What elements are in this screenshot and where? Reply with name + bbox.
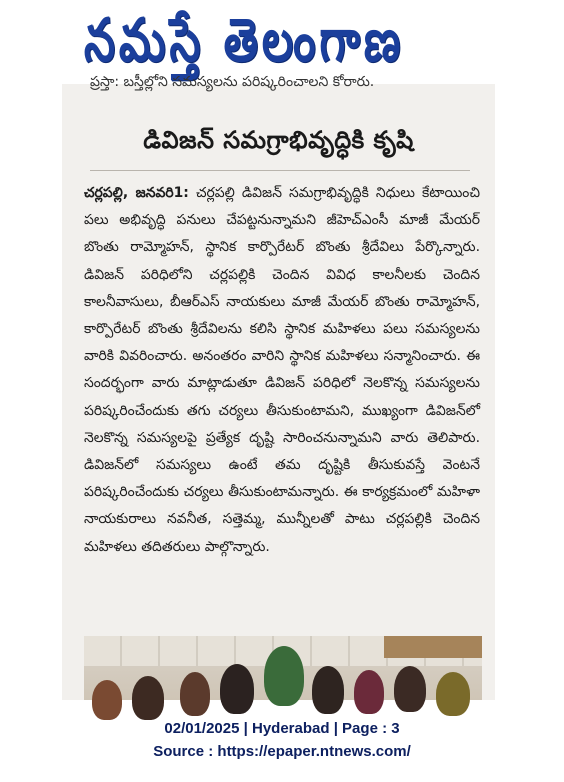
article-text: చర్లపల్లి డివిజన్ సమగ్రాభివృద్ధికి నిధులు కేటాయించి పలు అభివృద్ధి పనులు చేపట్టనున్నామని జీహెచ్‌ఎంసీ మాజీ మేయర్ బొంతు రామ్మోహన్, స్థానిక కార్పొరేటర్ బొంతు శ్రీదేవిలు పేర్కొన్నారు. డివిజన్ పరిధిలోని చర్లపల్లికి చెందిన వివిధ కాలనీలకు చెందిన కాలనీవాసులు, బీఆర్‌ఎస్ నాయకులు మాజీ మేయర్ బొంతు రామ్మోహన్, కార్పొరేటర్ బొంతు శ్రీదేవిలను కలిసి స్థానిక మహిళలు పలు సమస్యలను వారికి వివరించారు. అనంతరం వారిని స్థానిక మహిళలు సన్మానించారు. ఈ సందర్భంగా వారు మాట్లాడుతూ డివిజన్ పరిధిలో నెలకొన్న సమస్యలను పరిష్కరించేందుకు తగు చర్యలు తీసుకుంటామని, ముఖ్యంగా డివిజన్‌లో నెలకొన్న సమస్యలపై ప్రత్యేక దృష్టి సారించనున్నామని వారు తెలిపారు. డివిజన్‌లో సమస్యలు ఉంటే తమ దృష్టికి తీసుకువస్తే వెంటనే పరిష్కరించేందుకు చర్యలు తీసుకుంటామన్నారు. ఈ కార్యక్రమంలో మహిళా నాయకురాలు నవనీత, సత్తెమ్మ, మున్నీలతో పాటు చర్లపల్లికి చెందిన మహిళలు తదితరులు పాల్గొన్నారు.: [84, 185, 480, 555]
previous-article-cut-line: [90, 74, 380, 102]
article-clipping: [62, 74, 495, 700]
footer-source: Source : https://epaper.ntnews.com/: [153, 743, 411, 760]
cut-line-text: ప్రస్తా: బస్తీల్లోని సమస్యలను పరిష్కరించాలని కోరారు.: [90, 74, 375, 90]
photo-person: [354, 670, 384, 714]
footer-date-edition: 02/01/2025 | Hyderabad | Page : 3: [164, 720, 400, 737]
photo-person: [394, 666, 426, 712]
headline-divider: [90, 170, 470, 171]
article-body: [84, 180, 480, 561]
photo-person: [264, 646, 304, 706]
photo-person: [312, 666, 344, 714]
newspaper-logo: నమస్తే తెలంగాణ: [84, 6, 405, 76]
photo-person: [220, 664, 254, 714]
article-photo: [84, 636, 482, 700]
article-dateline: చర్లపల్లి, జనవరి1:: [84, 185, 189, 201]
photo-person: [92, 680, 122, 720]
article-headline: డివిజన్ సమగ్రాభివృద్ధికి కృషి: [143, 126, 414, 154]
masthead: [0, 0, 564, 82]
photo-person: [436, 672, 470, 716]
photo-banner: [384, 636, 482, 658]
photo-person: [132, 676, 164, 720]
photo-person: [180, 672, 210, 716]
